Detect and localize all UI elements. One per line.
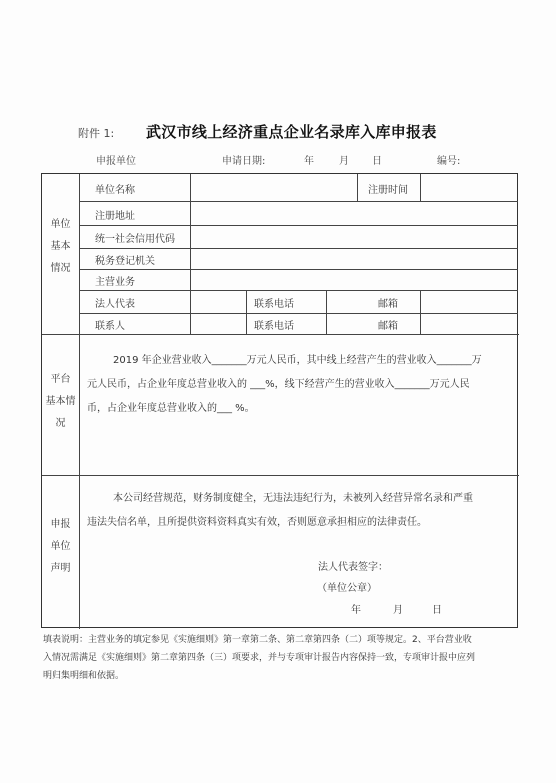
section-label-declaration: 申报 单位 声明	[50, 519, 71, 574]
column-divider	[246, 290, 247, 334]
unit-name-field[interactable]	[191, 175, 356, 200]
registration-time-field[interactable]	[421, 175, 518, 200]
main-business-field[interactable]	[191, 270, 518, 289]
applicant-unit-label: 申报单位	[96, 156, 136, 167]
unit-name-label: 单位名称	[95, 185, 135, 196]
contact-email-field[interactable]	[421, 314, 518, 333]
sign-date-month: 月	[393, 605, 403, 616]
legal-rep-signature-label: 法人代表签字：	[318, 562, 388, 573]
main-business-label: 主营业务	[95, 277, 135, 288]
contact-person-field[interactable]	[191, 314, 245, 333]
contact-phone-field[interactable]	[327, 314, 419, 333]
sign-date-day: 日	[432, 605, 442, 616]
fill-instructions-note: 填表说明：主营业务的填定参见《实施细则》第一章第二条、第二章第四条（二）项等规定。2、平台营业收 入情况需满足《实施细则》第二章第四条（三）项要求，并与专项审计报告内容保持一致，专项审计报中应列 明归集明细和依据。	[43, 635, 476, 681]
form-title: 武汉市线上经济重点企业名录库入库申报表	[146, 123, 437, 141]
revenue-paragraph[interactable]: 2019 年企业营业收入_______万元人民币，其中线上经营产生的营业收入_______万 元人民币，占企业年度总营业收入的 ___%，线下经营产生的营业收入_______万元人民 币，占企业年度总营业收入的___ %。	[87, 355, 482, 414]
legal-rep-phone-field[interactable]	[327, 291, 419, 312]
legal-rep-email-label: 邮箱	[378, 299, 398, 310]
tax-office-label: 税务登记机关	[95, 256, 155, 267]
section-label-basic-info: 单位 基本 情况	[50, 219, 71, 274]
application-date-label: 申请日期:	[222, 156, 266, 167]
contact-phone-label: 联系电话	[254, 321, 294, 332]
attachment-label: 附件 1:	[78, 127, 115, 140]
label-column-divider	[79, 174, 80, 629]
legal-rep-phone-label: 联系电话	[254, 299, 294, 310]
section-divider	[42, 475, 519, 476]
section-divider	[42, 334, 519, 335]
application-form-table	[41, 173, 518, 628]
date-year-label: 年	[304, 156, 314, 167]
serial-number-label: 编号:	[437, 156, 461, 167]
tax-office-field[interactable]	[191, 249, 518, 268]
column-divider	[357, 174, 358, 201]
company-seal-label: （单位公章）	[317, 583, 377, 594]
legal-rep-label: 法人代表	[95, 299, 135, 310]
credit-code-label: 统一社会信用代码	[95, 234, 175, 245]
registered-address-field[interactable]	[191, 202, 518, 224]
legal-rep-field[interactable]	[191, 291, 245, 312]
credit-code-field[interactable]	[191, 226, 518, 247]
contact-email-label: 邮箱	[378, 321, 398, 332]
registered-address-label: 注册地址	[95, 211, 135, 222]
registration-time-label: 注册时间	[368, 185, 408, 196]
declaration-paragraph: 本公司经营规范，财务制度健全，无违法违纪行为，未被列入经营异常名录和严重 违法失信名单，且所提供资料资料真实有效，否则愿意承担相应的法律责任。	[87, 493, 473, 528]
legal-rep-email-field[interactable]	[421, 291, 518, 312]
sign-date-year: 年	[351, 605, 361, 616]
date-month-label: 月	[339, 156, 349, 167]
date-day-label: 日	[372, 156, 382, 167]
contact-person-label: 联系人	[95, 321, 125, 332]
section-label-platform-info: 平台 基本情 况	[45, 374, 76, 429]
